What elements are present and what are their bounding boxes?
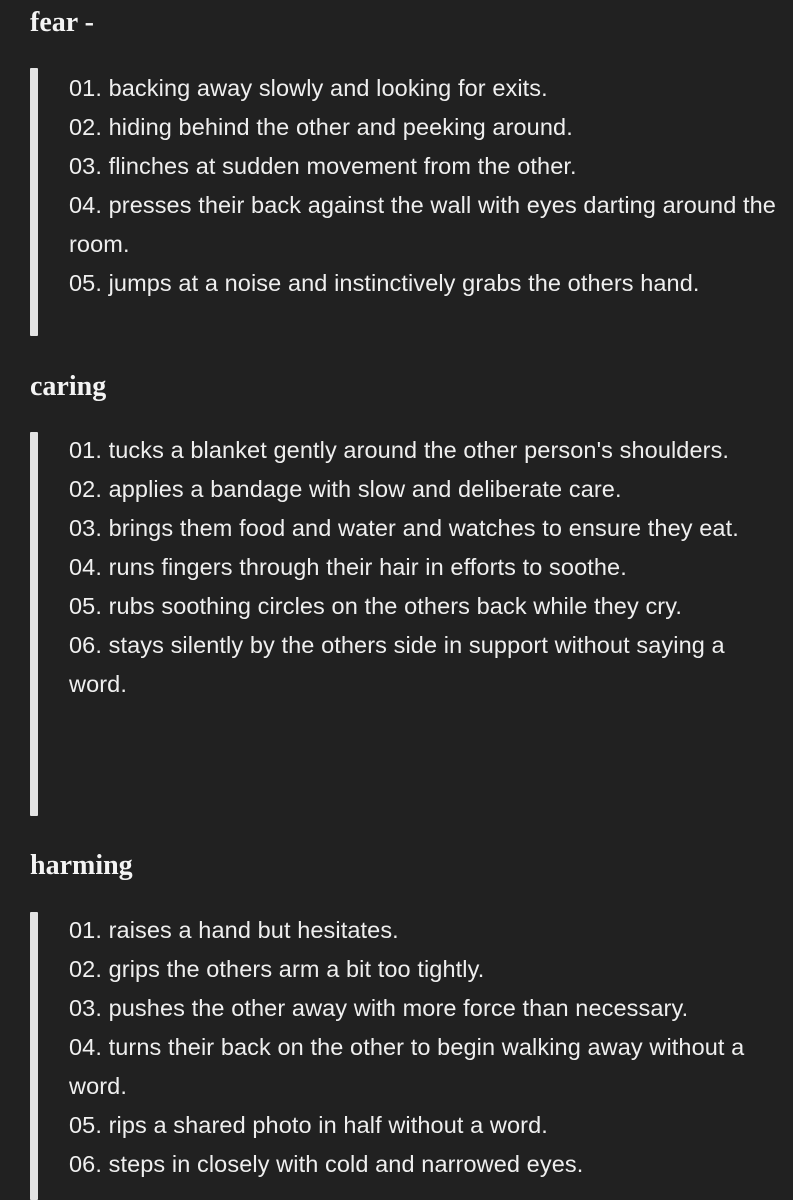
list-item: 03. pushes the other away with more force than necessary.: [69, 995, 689, 1021]
list-item: 02. hiding behind the other and peeking around.: [69, 114, 573, 140]
list-item: 04. runs fingers through their hair in efforts to soothe.: [69, 554, 627, 580]
list-item: 02. applies a bandage with slow and deliberate care.: [69, 476, 622, 502]
section-heading-caring: caring: [30, 371, 107, 402]
blockquote-bar-fear: [30, 68, 38, 336]
list-item: 05. rips a shared photo in half without a word.: [69, 1112, 548, 1138]
fear-list: [69, 69, 779, 303]
list-item: 06. stays silently by the others side in support without saying a word.: [69, 632, 725, 697]
list-item: 05. rubs soothing circles on the others back while they cry.: [69, 593, 682, 619]
list-item: 01. raises a hand but hesitates.: [69, 917, 399, 943]
list-item: 03. brings them food and water and watches to ensure they eat.: [69, 515, 739, 541]
blockquote-bar-caring: [30, 432, 38, 816]
list-item: 05. jumps at a noise and instinctively grabs the others hand.: [69, 270, 700, 296]
list-item: 04. presses their back against the wall with eyes darting around the room.: [69, 192, 776, 257]
list-item: 01. backing away slowly and looking for exits.: [69, 75, 548, 101]
list-item: 02. grips the others arm a bit too tightly.: [69, 956, 485, 982]
caring-list: [69, 431, 779, 704]
list-item: 03. flinches at sudden movement from the other.: [69, 153, 577, 179]
harming-list: [69, 911, 779, 1184]
list-item: 01. tucks a blanket gently around the other person's shoulders.: [69, 437, 730, 463]
list-item: 04. turns their back on the other to begin walking away without a word.: [69, 1034, 745, 1099]
list-item: 06. steps in closely with cold and narrowed eyes.: [69, 1151, 584, 1177]
blockquote-bar-harming: [30, 912, 38, 1200]
section-heading-harming: harming: [30, 850, 133, 881]
section-heading-fear: fear -: [30, 7, 94, 38]
